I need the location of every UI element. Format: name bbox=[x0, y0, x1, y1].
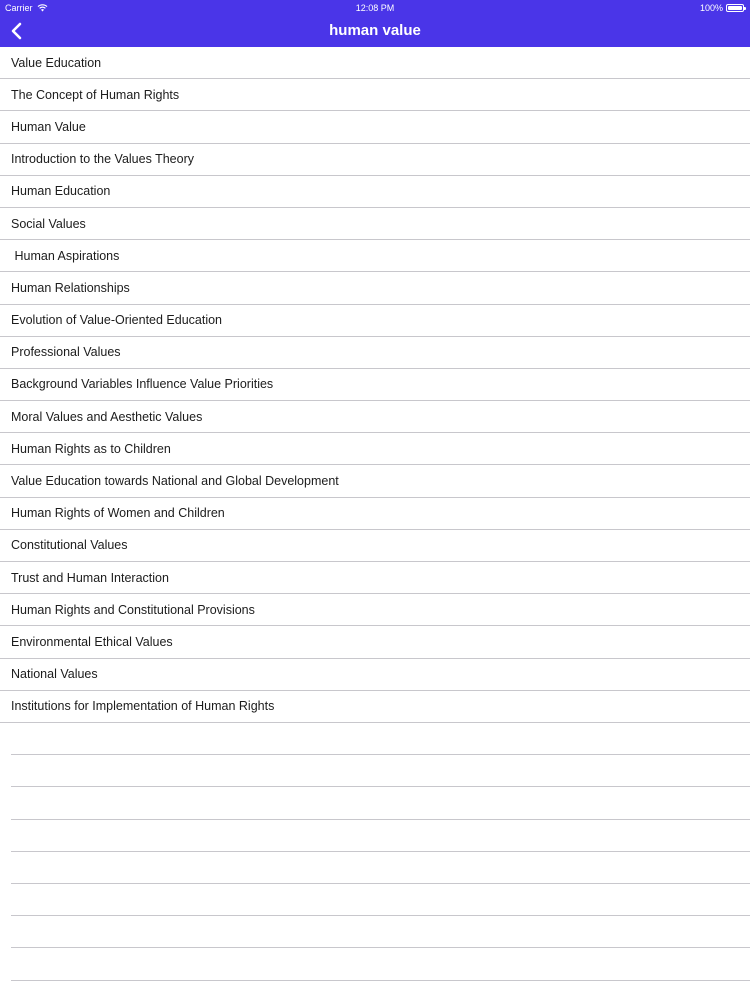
empty-row bbox=[11, 852, 750, 884]
battery-icon bbox=[726, 4, 744, 12]
list-item-label: Environmental Ethical Values bbox=[11, 634, 173, 649]
list-item[interactable] bbox=[0, 337, 750, 369]
list-item[interactable] bbox=[0, 594, 750, 626]
empty-row bbox=[11, 884, 750, 916]
list-item[interactable] bbox=[0, 208, 750, 240]
list-item-label: Professional Values bbox=[11, 345, 121, 360]
status-battery bbox=[700, 3, 744, 13]
list-item-label: Moral Values and Aesthetic Values bbox=[11, 409, 203, 424]
list-item-label: Introduction to the Values Theory bbox=[11, 152, 194, 167]
list-item[interactable] bbox=[0, 401, 750, 433]
list-item[interactable] bbox=[0, 144, 750, 176]
list-item[interactable] bbox=[0, 272, 750, 304]
nav-bar bbox=[0, 15, 750, 47]
empty-row bbox=[11, 755, 750, 787]
list-item-label: The Concept of Human Rights bbox=[11, 87, 180, 102]
list-item[interactable] bbox=[0, 659, 750, 691]
topic-list bbox=[0, 47, 750, 723]
list-item[interactable] bbox=[0, 240, 750, 272]
page-title: human value bbox=[329, 22, 421, 39]
status-time: 12:08 PM bbox=[355, 3, 395, 13]
list-item-label: Human Rights of Women and Children bbox=[11, 506, 225, 521]
empty-row bbox=[11, 723, 750, 755]
empty-row bbox=[11, 948, 750, 980]
list-item-label: Human Value bbox=[11, 119, 86, 134]
empty-row bbox=[11, 916, 750, 948]
list-item[interactable] bbox=[0, 530, 750, 562]
list-item-label: Constitutional Values bbox=[11, 538, 128, 553]
list-item-label: Trust and Human Interaction bbox=[11, 570, 169, 585]
empty-row bbox=[11, 820, 750, 852]
battery-percentage: 100% bbox=[699, 3, 723, 13]
list-item-label: Human Aspirations bbox=[11, 248, 120, 263]
list-item[interactable] bbox=[0, 498, 750, 530]
list-item[interactable] bbox=[0, 562, 750, 594]
list-item-label: Human Rights as to Children bbox=[11, 441, 171, 456]
empty-rows bbox=[0, 723, 750, 981]
list-item-label: Evolution of Value-Oriented Education bbox=[11, 313, 223, 328]
list-item-label: Value Education bbox=[11, 55, 102, 70]
list-item[interactable] bbox=[0, 626, 750, 658]
list-item-label: Background Variables Influence Value Priorities bbox=[11, 377, 274, 392]
list-item[interactable] bbox=[0, 305, 750, 337]
list-item[interactable] bbox=[0, 79, 750, 111]
list-item[interactable] bbox=[0, 47, 750, 79]
list-item[interactable] bbox=[0, 433, 750, 465]
list-item-label: Human Rights and Constitutional Provisions bbox=[11, 602, 255, 617]
carrier-label: Carrier bbox=[5, 3, 33, 13]
status-bar bbox=[0, 0, 750, 15]
list-item[interactable] bbox=[0, 691, 750, 723]
list-item-label: Value Education towards National and Global Development bbox=[11, 474, 339, 489]
battery-level bbox=[728, 6, 742, 10]
empty-row bbox=[11, 787, 750, 819]
list-item-label: National Values bbox=[11, 667, 98, 682]
list-item-label: Human Relationships bbox=[11, 280, 130, 295]
list-item[interactable] bbox=[0, 176, 750, 208]
header bbox=[0, 0, 750, 47]
list-item-label: Institutions for Implementation of Human Rights bbox=[11, 699, 275, 714]
list-item-label: Human Education bbox=[11, 184, 111, 199]
list-item[interactable] bbox=[0, 111, 750, 143]
list-item[interactable] bbox=[0, 465, 750, 497]
list-item[interactable] bbox=[0, 369, 750, 401]
list-item-label: Social Values bbox=[11, 216, 86, 231]
